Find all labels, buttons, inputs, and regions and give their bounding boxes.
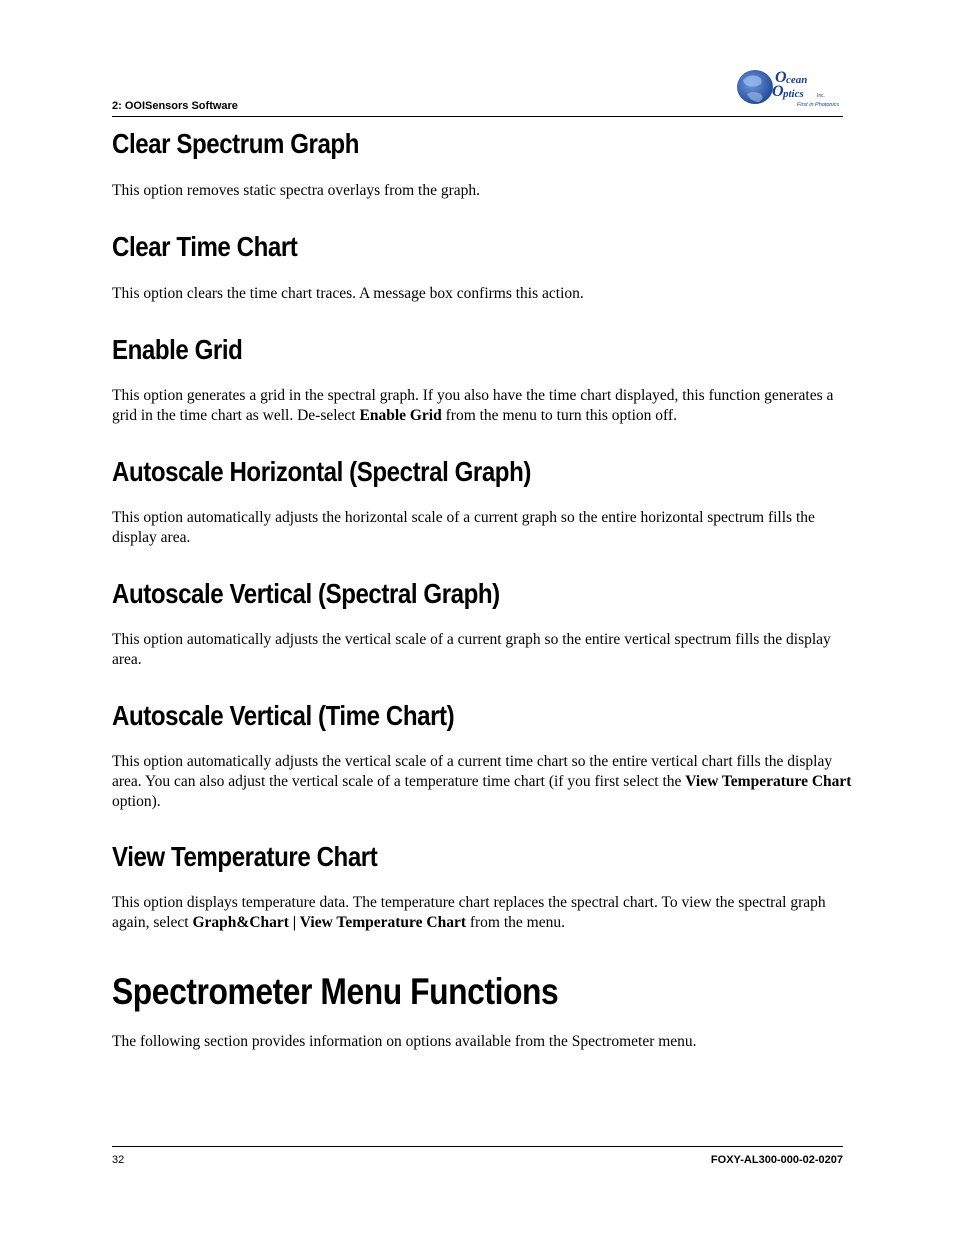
paragraph-text: This option clears the time chart traces. A message box confirms this action. bbox=[112, 285, 584, 302]
paragraph-view-temperature-chart bbox=[112, 893, 852, 933]
paragraph-autoscale-vertical-spectral bbox=[112, 630, 852, 670]
paragraph-text: from the menu to turn this option off. bbox=[441, 407, 677, 424]
paragraph-spectrometer-menu-functions bbox=[112, 1032, 852, 1052]
paragraph-text: option). bbox=[112, 793, 161, 810]
heading-autoscale-vertical-time-chart: Autoscale Vertical (Time Chart) bbox=[112, 700, 455, 731]
paragraph-clear-spectrum-graph bbox=[112, 181, 852, 201]
svg-text:cean: cean bbox=[786, 74, 808, 86]
paragraph-text: from the menu. bbox=[465, 914, 565, 931]
paragraph-autoscale-vertical-time-chart bbox=[112, 752, 852, 812]
ocean-optics-logo bbox=[735, 66, 843, 112]
paragraph-enable-grid bbox=[112, 386, 852, 426]
heading-view-temperature-chart: View Temperature Chart bbox=[112, 841, 378, 872]
svg-text:First in Photonics: First in Photonics bbox=[797, 102, 840, 108]
running-header: 2: OOISensors Software bbox=[112, 100, 238, 112]
paragraph-text: This option automatically adjusts the horizontal scale of a current graph so the entire horizontal spectrum fills the display area. bbox=[112, 509, 815, 546]
bold-menu-item: Enable Grid bbox=[359, 407, 442, 424]
heading-autoscale-horizontal-spectral: Autoscale Horizontal (Spectral Graph) bbox=[112, 456, 531, 487]
page-number: 32 bbox=[112, 1154, 125, 1166]
svg-text:ptics: ptics bbox=[783, 88, 804, 100]
bold-menu-path: Graph&Chart | View Temperature Chart bbox=[192, 914, 466, 931]
paragraph-text: This option generates a grid in the spectral graph. If you also have the time chart displayed, this function generates a grid in the time chart as well. De-select bbox=[112, 387, 834, 424]
paragraph-text: The following section provides information on options available from the Spectrometer menu. bbox=[112, 1033, 697, 1050]
paragraph-text: This option removes static spectra overlays from the graph. bbox=[112, 182, 481, 199]
heading-spectrometer-menu-functions: Spectrometer Menu Functions bbox=[112, 971, 559, 1012]
svg-text:O: O bbox=[775, 69, 787, 86]
heading-autoscale-vertical-spectral: Autoscale Vertical (Spectral Graph) bbox=[112, 578, 500, 609]
footer-rule bbox=[112, 1146, 843, 1147]
svg-text:Inc.: Inc. bbox=[817, 93, 826, 99]
paragraph-text: This option displays temperature data. The temperature chart replaces the spectral chart. To view the spectral graph again, select bbox=[112, 894, 826, 931]
paragraph-clear-time-chart bbox=[112, 284, 852, 304]
document-id: FOXY-AL300-000-02-0207 bbox=[710, 1154, 843, 1166]
paragraph-autoscale-horizontal-spectral bbox=[112, 508, 852, 548]
paragraph-text: This option automatically adjusts the vertical scale of a current time chart so the entire vertical chart fills the display area. You can also adjust the vertical scale of a temperature time chart (if you first select the bbox=[112, 753, 833, 790]
heading-clear-time-chart: Clear Time Chart bbox=[112, 231, 298, 262]
heading-clear-spectrum-graph: Clear Spectrum Graph bbox=[112, 128, 359, 159]
bold-menu-item: View Temperature Chart bbox=[685, 773, 852, 790]
paragraph-text: This option automatically adjusts the vertical scale of a current graph so the entire vertical spectrum fills the display area. bbox=[112, 631, 831, 668]
svg-text:O: O bbox=[772, 83, 784, 100]
heading-enable-grid: Enable Grid bbox=[112, 334, 243, 365]
header-rule bbox=[112, 116, 843, 117]
